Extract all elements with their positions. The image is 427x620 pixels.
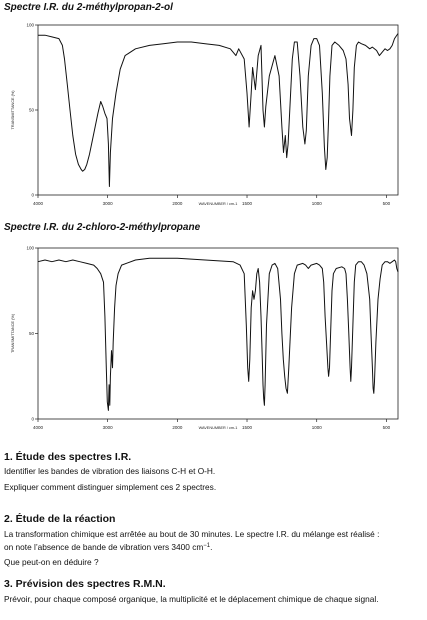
x-axis-label: WAVENUMBER / cm-1 [198,426,238,430]
x-tick-label: 4000 [32,425,44,430]
x-axis-label: WAVENUMBER / cm-1 [198,202,238,206]
section-3-line-1: Prévoir, pour chaque composé organique, la multiplicité et le déplacement chimique de chaque signal. [4,594,379,604]
section-2-line-2-end: . [210,542,213,552]
y-axis-label: TRANSMITTANCE (%) [11,314,15,353]
spectrum-line [38,34,398,187]
x-tick-label: 4000 [32,201,44,206]
section-2-line-2 [4,542,212,553]
section-1-heading: 1. Étude des spectres I.R. [4,451,132,463]
y-tick-label: 100 [26,245,34,251]
x-tick-label: 500 [382,425,391,430]
spectrum-line [38,258,398,410]
x-tick-label: 3000 [102,201,113,206]
y-tick-label: 0 [31,192,34,198]
plot-frame [38,25,398,195]
section-2-line-3: Que peut-on en déduire ? [4,557,99,567]
x-tick-label: 1000 [311,425,322,430]
spectrum-2-title: Spectre I.R. du 2-chloro-2-méthylpropane [4,222,201,233]
section-2-line-2-text: on note l’absence de bande de vibration vers 3400 cm [4,542,204,552]
x-tick-label: 2000 [172,201,183,206]
x-tick-label: 1000 [311,201,322,206]
x-tick-label: 2000 [172,425,183,430]
section-2-heading: 2. Étude de la réaction [4,513,116,525]
section-2-line-1: La transformation chimique est arrêtée au bout de 30 minutes. Le spectre I.R. du mélange est réalisé : [4,529,380,539]
section-1-line-2: Expliquer comment distinguer simplement ces 2 spectres. [4,482,217,492]
spectrum-1-title: Spectre I.R. du 2-méthylpropan-2-ol [4,2,173,13]
section-3-heading: 3. Prévision des spectres R.M.N. [4,578,166,590]
y-tick-label: 100 [26,22,34,28]
x-tick-label: 1500 [242,201,253,206]
y-tick-label: 50 [28,107,34,113]
x-tick-label: 1500 [242,425,253,430]
unit-superscript: −1 [203,543,211,549]
ir-spectrum-2-chart [0,236,427,436]
y-axis-label: TRANSMITTANCE (%) [11,90,15,130]
y-tick-label: 0 [31,416,34,422]
section-1-line-1: Identifier les bandes de vibration des liaisons C-H et O-H. [4,466,216,476]
x-tick-label: 3000 [102,425,113,430]
x-tick-label: 500 [382,201,391,206]
ir-spectrum-1-chart [0,15,427,211]
plot-frame [38,248,398,419]
y-tick-label: 50 [28,331,34,336]
